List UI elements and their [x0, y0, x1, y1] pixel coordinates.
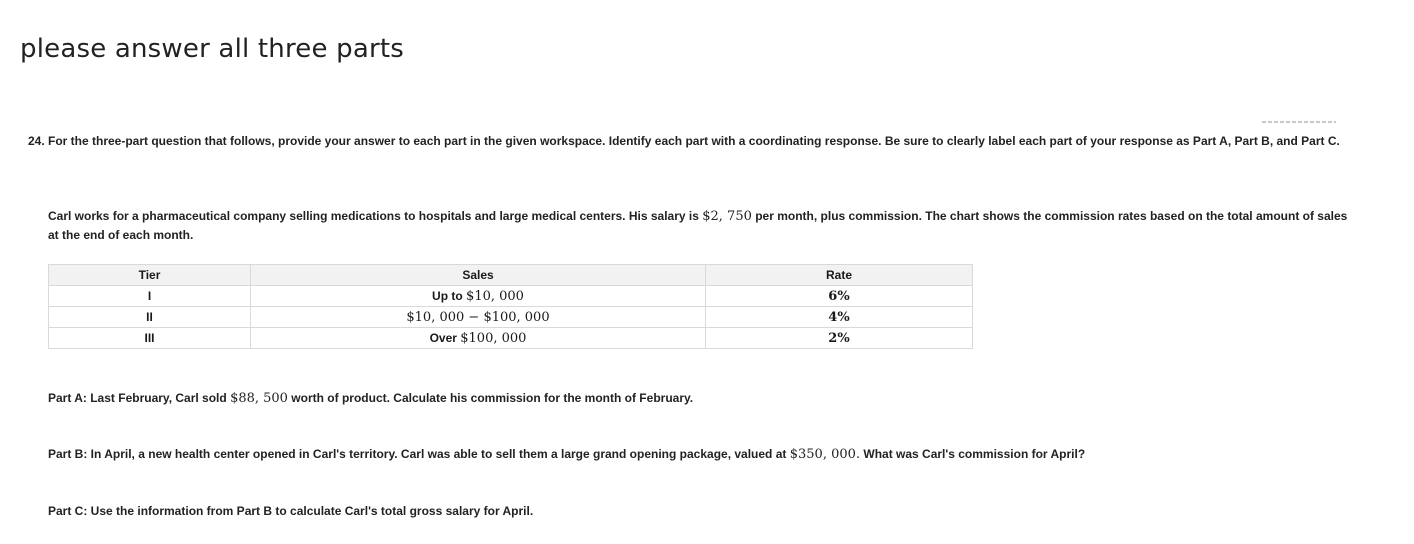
sales-prefix: Over — [429, 330, 457, 345]
question-instructions: For the three-part question that follows, provide your answer to each part in the given workspace. Identify each part with a coordinating response. Be sure to clearly label each part of your response as Part A, Part B, and Part C. — [48, 134, 1340, 148]
part-c-prompt: Part C: Use the information from Part B to calculate Carl's total gross salary for April. — [48, 504, 534, 518]
part-b-value: $350, 000. — [789, 447, 861, 462]
commission-table — [48, 264, 973, 349]
salary-value: $2, 750 — [702, 209, 752, 224]
tier-cell: II — [49, 307, 251, 328]
tier-cell: I — [49, 286, 251, 307]
part-a-text-2: worth of product. Calculate his commission for the month of February. — [291, 391, 694, 405]
sales-cell — [251, 286, 706, 307]
part-a-text-1: Part A: Last February, Carl sold — [48, 391, 227, 405]
rate-cell: 4% — [706, 307, 973, 328]
sales-value: $10, 000 − $100, 000 — [406, 309, 550, 325]
scenario-text-2: per month, plus commission. The chart shows the commission rates based on the total amount of sales at the end of each month. — [48, 209, 1348, 242]
sales-cell — [251, 307, 706, 328]
header-sales: Sales — [251, 265, 706, 286]
sales-prefix: Up to — [432, 288, 463, 303]
scenario-paragraph — [48, 207, 1348, 245]
table-header-row — [49, 265, 973, 286]
post-heading: please answer all three parts — [20, 34, 404, 64]
part-a-prompt — [48, 389, 693, 408]
faint-header-mark — [1262, 121, 1336, 123]
rate-cell: 6% — [706, 286, 973, 307]
scenario-text-1: Carl works for a pharmaceutical company selling medications to hospitals and large medical centers. His salary is — [48, 209, 699, 223]
header-rate: Rate — [706, 265, 973, 286]
table-row — [49, 286, 973, 307]
header-tier: Tier — [49, 265, 251, 286]
part-a-value: $88, 500 — [230, 391, 288, 406]
sales-cell — [251, 328, 706, 349]
question-number: 24. — [28, 134, 45, 148]
sales-value: $100, 000 — [460, 330, 527, 346]
part-b-text-1: Part B: In April, a new health center opened in Carl's territory. Carl was able to sell them a large grand opening package, valued at — [48, 447, 787, 461]
part-b-text-2: What was Carl's commission for April? — [863, 447, 1086, 461]
table-row — [49, 328, 973, 349]
tier-cell: III — [49, 328, 251, 349]
part-b-prompt — [48, 445, 1085, 464]
table-row — [49, 307, 973, 328]
rate-cell: 2% — [706, 328, 973, 349]
sales-value: $10, 000 — [466, 288, 524, 304]
